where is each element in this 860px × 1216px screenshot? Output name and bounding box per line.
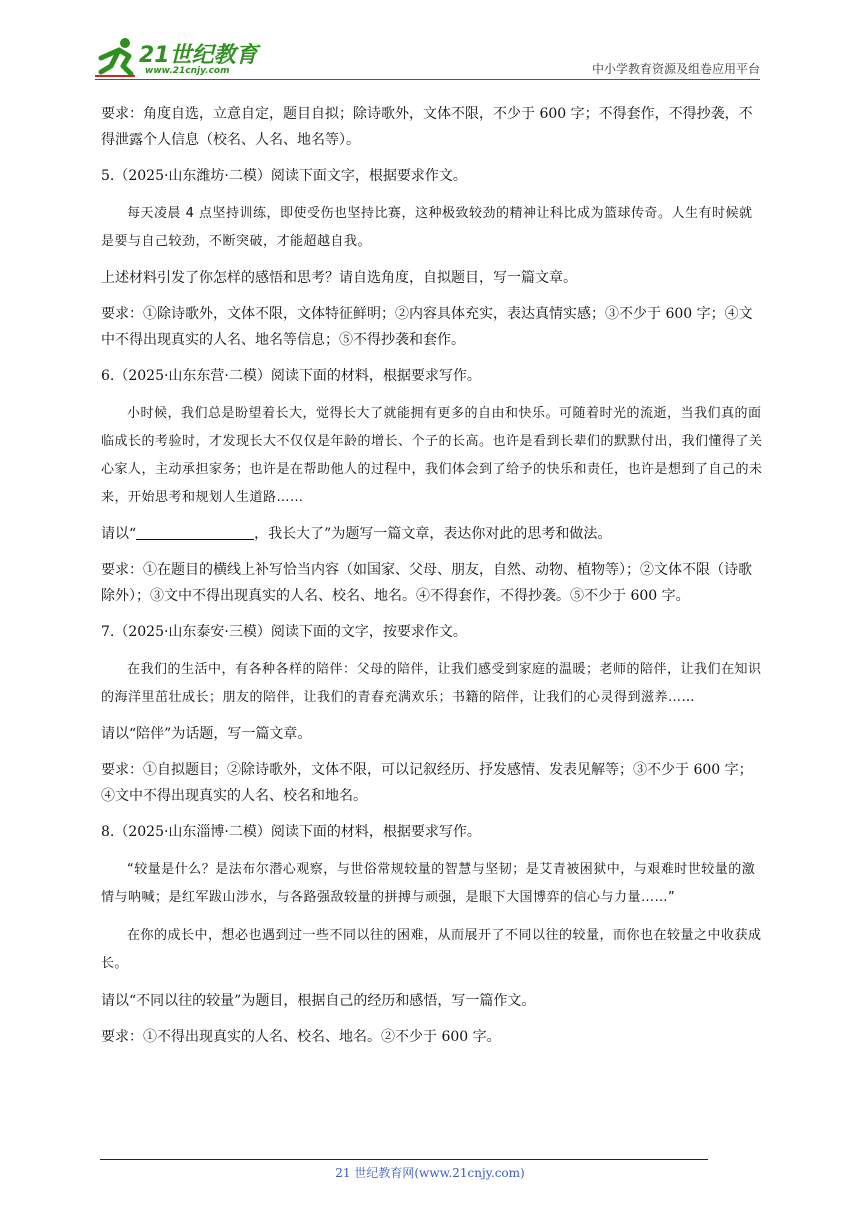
- question-8-prompt: 请以“不同以往的较量”为题目，根据自己的经历和感悟，写一篇作文。: [101, 992, 536, 1009]
- question-8-requirement: 要求：①不得出现真实的人名、校名、地名。②不少于 600 字。: [101, 1028, 501, 1045]
- site-logo: [95, 36, 265, 78]
- runner-logo-icon: [95, 36, 139, 78]
- question-5-material: 每天凌晨 4 点坚持训练，即使受伤也坚持比赛，这种极致较劲的精神让科比成为篮球传奇。人生有时候就是要与自己较劲，不断突破，才能超越自我。: [101, 205, 753, 249]
- question-6-heading: 6.（2025·山东东营·二模）阅读下面的材料，根据要求写作。: [101, 367, 481, 384]
- question-6-requirement: 要求：①在题目的横线上补写恰当内容（如国家、父母、朋友，自然、动物、植物等）；②文体不限（诗歌除外）；③文中不得出现真实的人名、校名、地名。④不得套作，不得抄袭。⑤不少于 600 字。: [101, 562, 752, 604]
- question-7-heading: 7.（2025·山东泰安·三模）阅读下面的文字，按要求作文。: [101, 623, 467, 640]
- prompt-prefix: 请以“: [101, 526, 137, 542]
- question-8-material: 在你的成长中，想必也遇到过一些不同以往的困难，从而展开了不同以往的较量，而你也在较量之中收获成长。: [101, 928, 762, 971]
- footer-divider: [100, 1159, 708, 1160]
- platform-name: 中小学教育资源及组卷应用平台: [591, 62, 760, 76]
- question-8-material-quote: “较量是什么？是法布尔潜心观察，与世俗常规较量的智慧与坚韧；是艾青被困狱中，与艰难时世较量的激情与呐喊；是红军跋山涉水，与各路强敌较量的拼搏与顽强，是眼下大国博弈的信心与力量……”: [101, 861, 756, 905]
- question-5-prompt: 上述材料引发了你怎样的感悟和思考？请自选角度，自拟题目，写一篇文章。: [101, 270, 577, 286]
- question-8-heading: 8.（2025·山东淄博·二模）阅读下面的材料，根据要求写作。: [101, 823, 481, 840]
- question-6-material: 小时候，我们总是盼望着长大，觉得长大了就能拥有更多的自由和快乐。可随着时光的流逝，当我们真的面临成长的考验时，才发现长大不仅仅是年龄的增长、个子的长高。也许是看到长辈们的默默付出，我们懂得了关心家人，主动承担家务；也许是在帮助他人的过程中，我们体会到了给予的快乐和责任，也许是想到了自己的未来，开始思考和规划人生道路……: [101, 405, 763, 505]
- header-divider: [95, 79, 760, 80]
- title-blank: [136, 525, 254, 540]
- page-footer: 21 世纪教育网(www.21cnjy.com): [335, 1166, 525, 1180]
- prompt-suffix: ，我长大了”为题写一篇文章，表达你对此的思考和做法。: [254, 526, 612, 542]
- page-header: [95, 30, 760, 80]
- logo-text: 21世纪教育: [139, 43, 258, 68]
- question-5-heading: 5.（2025·山东潍坊·二模）阅读下面文字，根据要求作文。: [101, 167, 467, 184]
- question-7-requirement: 要求：①自拟题目；②除诗歌外，文体不限，可以记叙经历、抒发感情、发表见解等；③不少于 600 字；④文中不得出现真实的人名、校名和地名。: [101, 762, 753, 804]
- question-7-prompt: 请以“陪伴”为话题，写一篇文章。: [101, 726, 312, 742]
- paragraph-requirement: 要求：角度自选，立意自定，题目自拟；除诗歌外，文体不限，不少于 600 字；不得套作，不得抄袭，不得泄露个人信息（校名、人名、地名等）。: [101, 106, 753, 148]
- logo-url: www.21cnjy.com: [145, 66, 230, 76]
- question-6-prompt: [101, 522, 763, 548]
- question-7-material: 在我们的生活中，有各种各样的陪伴：父母的陪伴，让我们感受到家庭的温暖；老师的陪伴，让我们在知识的海洋里茁壮成长；朋友的陪伴，让我们的青春充满欢乐；书籍的陪伴，让我们的心灵得到滋养……: [101, 661, 762, 705]
- question-5-requirement: 要求：①除诗歌外，文体不限，文体特征鲜明；②内容具体充实，表达真情实感；③不少于 600 字；④文中不得出现真实的人名、地名等信息；⑤不得抄袭和套作。: [101, 306, 753, 348]
- document-body: [101, 102, 763, 1061]
